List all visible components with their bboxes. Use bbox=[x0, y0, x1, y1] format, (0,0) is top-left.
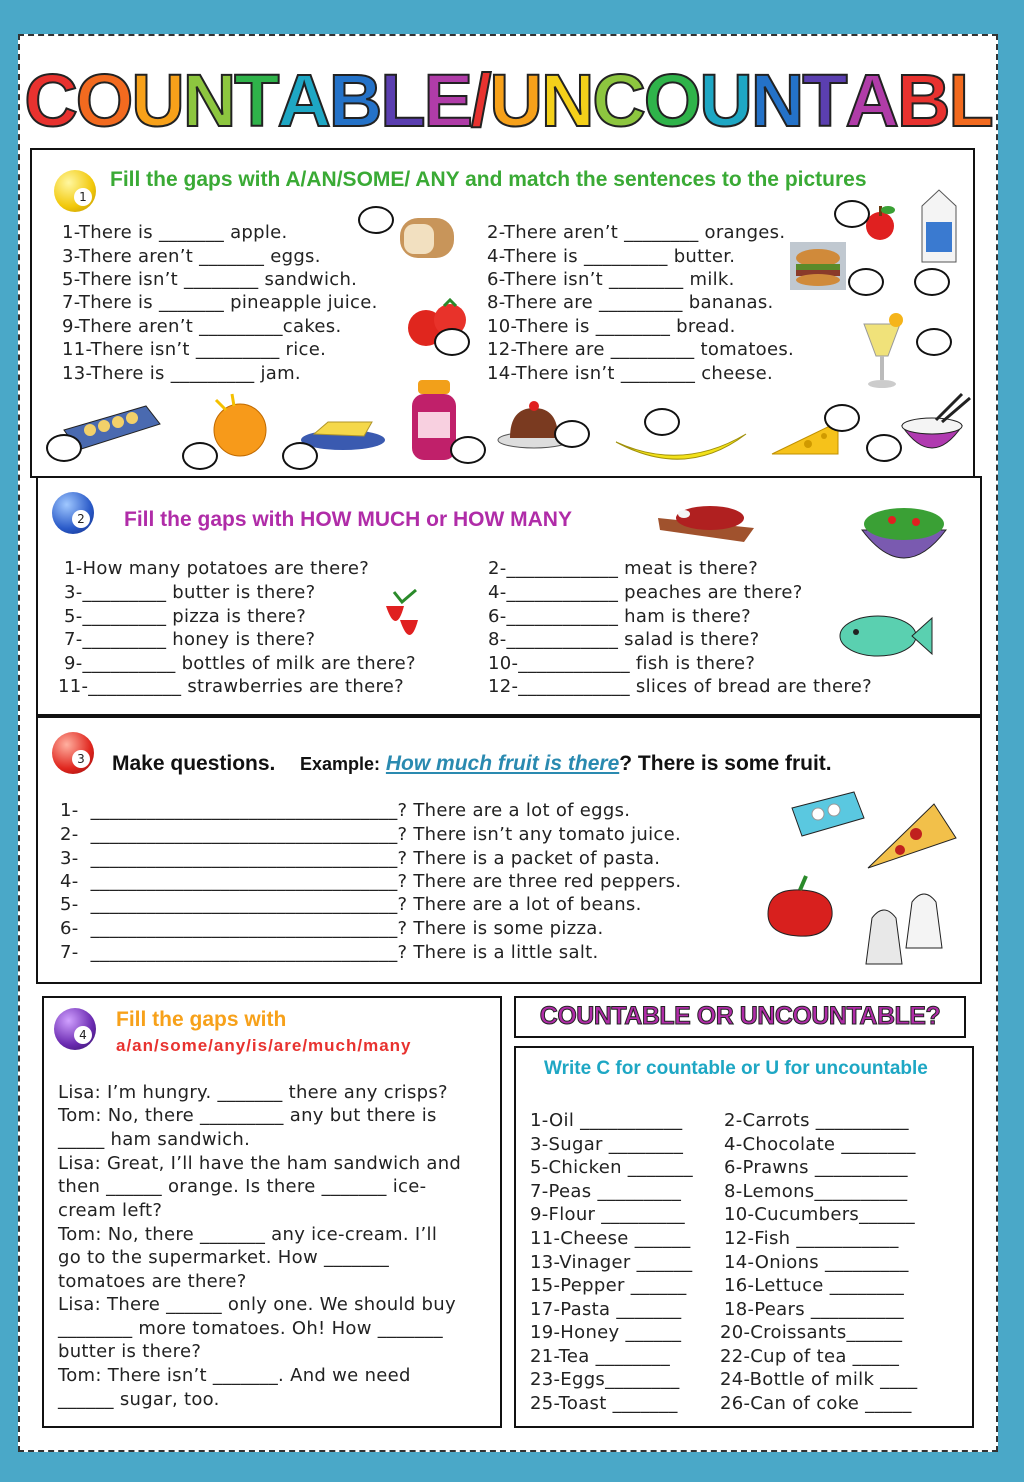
section-5-instruction: Write C for countable or U for uncountable bbox=[544, 1058, 928, 1079]
s3-line-4: 5- _________________________________? There are a lot of beans. bbox=[60, 894, 642, 915]
pepper-icon bbox=[760, 874, 836, 940]
salad-icon bbox=[856, 494, 952, 570]
s1-left-2: 5-There isn’t ________ sandwich. bbox=[62, 269, 358, 290]
title-letter: A bbox=[845, 59, 897, 142]
s1-right-6: 14-There isn’t ________ cheese. bbox=[487, 363, 773, 384]
s5-left-1: 3-Sugar ________ bbox=[530, 1134, 684, 1155]
s4-line-7: go to the supermarket. How _______ bbox=[58, 1247, 390, 1268]
s4-line-8: tomatoes are there? bbox=[58, 1271, 247, 1292]
title-letter: C bbox=[24, 59, 76, 142]
s3-line-1: 2- _________________________________? There isn’t any tomato juice. bbox=[60, 824, 681, 845]
title-letter: U bbox=[131, 59, 183, 142]
s5-left-2: 5-Chicken _______ bbox=[530, 1157, 693, 1178]
answer-circle[interactable] bbox=[282, 442, 318, 470]
ball-1-icon bbox=[54, 170, 96, 212]
answer-circle[interactable] bbox=[182, 442, 218, 470]
s5-left-3: 7-Peas _________ bbox=[530, 1181, 682, 1202]
s2-left-0: 1-How many potatoes are there? bbox=[64, 558, 370, 579]
s2-left-1: 3-_________ butter is there? bbox=[64, 582, 316, 603]
s4-line-2: _____ ham sandwich. bbox=[58, 1129, 251, 1150]
salt-icon bbox=[858, 888, 958, 970]
s5-left-9: 19-Honey ______ bbox=[530, 1322, 682, 1343]
worksheet bbox=[18, 34, 998, 1452]
section-2 bbox=[36, 476, 982, 716]
answer-circle[interactable] bbox=[358, 206, 394, 234]
s3-line-0: 1- _________________________________? There are a lot of eggs. bbox=[60, 800, 631, 821]
s2-left-5: 11-__________ strawberries are there? bbox=[58, 676, 404, 697]
s5-left-6: 13-Vinager ______ bbox=[530, 1252, 693, 1273]
section-5-title: COUNTABLE OR UNCOUNTABLE? bbox=[539, 1002, 941, 1030]
section-4-instruction: Fill the gaps with bbox=[116, 1008, 287, 1031]
s3-line-2: 3- _________________________________? There is a packet of pasta. bbox=[60, 848, 661, 869]
section-2-instruction: Fill the gaps with HOW MUCH or HOW MANY bbox=[124, 508, 572, 531]
s5-right-4: 10-Cucumbers______ bbox=[724, 1204, 915, 1225]
pineapple-juice-icon bbox=[858, 310, 906, 392]
title-letter: O bbox=[643, 59, 700, 142]
s3-line-3: 4- _________________________________? There are three red peppers. bbox=[60, 871, 682, 892]
ball-number: 4 bbox=[74, 1026, 92, 1044]
title-letter: / bbox=[470, 59, 490, 142]
s5-right-9: 20-Croissants______ bbox=[720, 1322, 903, 1343]
ball-4-icon bbox=[54, 1008, 96, 1050]
s5-left-12: 25-Toast _______ bbox=[530, 1393, 678, 1414]
section-3-instruction: Make questions. bbox=[112, 752, 276, 775]
rice-icon bbox=[892, 390, 972, 470]
s4-line-9: Lisa: There ______ only one. We should buy bbox=[58, 1294, 456, 1315]
s2-right-2: 6-____________ ham is there? bbox=[488, 606, 752, 627]
s5-right-6: 14-Onions _________ bbox=[724, 1252, 909, 1273]
answer-circle[interactable] bbox=[824, 404, 860, 432]
title-letter: N bbox=[540, 59, 593, 142]
s5-right-3: 8-Lemons__________ bbox=[724, 1181, 908, 1202]
title-letter: U bbox=[489, 59, 541, 142]
s4-line-4: then ______ orange. Is there _______ ice- bbox=[58, 1176, 427, 1197]
section-1 bbox=[30, 148, 975, 478]
s2-right-1: 4-____________ peaches are there? bbox=[488, 582, 803, 603]
s5-right-11: 24-Bottle of milk ____ bbox=[720, 1369, 918, 1390]
s5-left-5: 11-Cheese ______ bbox=[530, 1228, 691, 1249]
s5-right-12: 26-Can of coke _____ bbox=[720, 1393, 912, 1414]
s1-left-0: 1-There is _______ apple. bbox=[62, 222, 288, 243]
s5-right-10: 22-Cup of tea _____ bbox=[720, 1346, 900, 1367]
section-5 bbox=[514, 1046, 974, 1428]
answer-circle[interactable] bbox=[914, 268, 950, 296]
s5-right-5: 12-Fish ___________ bbox=[724, 1228, 899, 1249]
s5-left-10: 21-Tea ________ bbox=[530, 1346, 671, 1367]
s5-left-0: 1-Oil ___________ bbox=[530, 1110, 683, 1131]
answer-circle[interactable] bbox=[834, 200, 870, 228]
fish-icon bbox=[838, 606, 934, 664]
title-letter: N bbox=[182, 59, 235, 142]
meat-icon bbox=[654, 498, 764, 548]
answer-circle[interactable] bbox=[866, 434, 902, 462]
title-letter: A bbox=[277, 59, 329, 142]
sandwich-icon bbox=[790, 242, 846, 290]
title-letter: T bbox=[234, 59, 278, 142]
section-4 bbox=[42, 996, 502, 1428]
s3-line-5: 6- _________________________________? There is some pizza. bbox=[60, 918, 604, 939]
s5-left-11: 23-Eggs________ bbox=[530, 1369, 680, 1390]
title-letter: N bbox=[750, 59, 803, 142]
s4-line-11: butter is there? bbox=[58, 1341, 202, 1362]
s2-right-0: 2-____________ meat is there? bbox=[488, 558, 759, 579]
title-letter: B bbox=[896, 59, 949, 142]
s1-right-4: 10-There is ________ bread. bbox=[487, 316, 736, 337]
s5-right-0: 2-Carrots __________ bbox=[724, 1110, 909, 1131]
egg-box-icon bbox=[788, 788, 868, 840]
s1-right-0: 2-There aren’t ________ oranges. bbox=[487, 222, 786, 243]
ball-number: 1 bbox=[74, 188, 92, 206]
title-letter: U bbox=[699, 59, 751, 142]
title-letter: E bbox=[423, 59, 471, 142]
s1-left-3: 7-There is _______ pineapple juice. bbox=[62, 292, 378, 313]
s4-line-12: Tom: There isn’t _______. And we need bbox=[58, 1365, 411, 1386]
pizza-icon bbox=[864, 798, 960, 872]
section-3 bbox=[36, 716, 982, 984]
s5-left-8: 17-Pasta _______ bbox=[530, 1299, 682, 1320]
s1-left-4: 9-There aren’t _________cakes. bbox=[62, 316, 342, 337]
s4-line-6: Tom: No, there _______ any ice-cream. I’ll bbox=[58, 1224, 438, 1245]
example-question: How much fruit is there bbox=[385, 752, 620, 775]
answer-circle[interactable] bbox=[434, 328, 470, 356]
answer-circle[interactable] bbox=[644, 408, 680, 436]
s5-right-7: 16-Lettuce ________ bbox=[724, 1275, 905, 1296]
title-letter: L bbox=[948, 59, 992, 142]
s4-line-3: Lisa: Great, I’ll have the ham sandwich and bbox=[58, 1153, 462, 1174]
section-4-words: a/an/some/any/is/are/much/many bbox=[116, 1036, 412, 1055]
answer-circle[interactable] bbox=[46, 434, 82, 462]
s1-left-5: 11-There isn’t _________ rice. bbox=[62, 339, 327, 360]
title-letter: O bbox=[75, 59, 132, 142]
answer-circle[interactable] bbox=[554, 420, 590, 448]
s1-right-5: 12-There are _________ tomatoes. bbox=[487, 339, 795, 360]
s1-left-6: 13-There is _________ jam. bbox=[62, 363, 301, 384]
s2-right-4: 10-____________ fish is there? bbox=[488, 653, 756, 674]
s2-right-3: 8-____________ salad is there? bbox=[488, 629, 760, 650]
section-3-example bbox=[300, 752, 832, 776]
s3-line-6: 7- _________________________________? There is a little salt. bbox=[60, 942, 599, 963]
s4-line-1: Tom: No, there _________ any but there is bbox=[58, 1105, 437, 1126]
bananas-icon bbox=[612, 428, 752, 464]
answer-circle[interactable] bbox=[450, 436, 486, 464]
s5-left-7: 15-Pepper ______ bbox=[530, 1275, 687, 1296]
bread-icon bbox=[394, 206, 466, 266]
s4-line-13: ______ sugar, too. bbox=[58, 1389, 220, 1410]
s1-right-2: 6-There isn’t ________ milk. bbox=[487, 269, 735, 290]
answer-circle[interactable] bbox=[848, 268, 884, 296]
s5-left-4: 9-Flour _________ bbox=[530, 1204, 685, 1225]
s1-right-3: 8-There are _________ bananas. bbox=[487, 292, 774, 313]
milk-icon bbox=[916, 186, 962, 266]
section-5-header bbox=[514, 996, 966, 1038]
s5-right-2: 6-Prawns __________ bbox=[724, 1157, 908, 1178]
title-letter: C bbox=[592, 59, 644, 142]
ball-number: 2 bbox=[72, 510, 90, 528]
ball-number: 3 bbox=[72, 750, 90, 768]
s2-right-5: 12-____________ slices of bread are there? bbox=[488, 676, 872, 697]
s1-left-1: 3-There aren’t _______ eggs. bbox=[62, 246, 321, 267]
s5-right-8: 18-Pears __________ bbox=[724, 1299, 904, 1320]
strawberries-icon bbox=[374, 584, 434, 644]
s2-left-3: 7-_________ honey is there? bbox=[64, 629, 316, 650]
s2-left-4: 9-__________ bottles of milk are there? bbox=[64, 653, 416, 674]
s4-line-0: Lisa: I’m hungry. _______ there any crisps? bbox=[58, 1082, 448, 1103]
title-letter: L bbox=[380, 59, 424, 142]
example-label: Example: bbox=[300, 754, 381, 774]
s4-line-10: ________ more tomatoes. Oh! How _______ bbox=[58, 1318, 443, 1339]
title-letter: T bbox=[802, 59, 846, 142]
s1-right-1: 4-There is _________ butter. bbox=[487, 246, 736, 267]
ball-3-icon bbox=[52, 732, 94, 774]
example-answer: ? There is some fruit. bbox=[619, 752, 832, 775]
answer-circle[interactable] bbox=[916, 328, 952, 356]
title-letter: B bbox=[328, 59, 381, 142]
s4-line-5: cream left? bbox=[58, 1200, 163, 1221]
s2-left-2: 5-_________ pizza is there? bbox=[64, 606, 307, 627]
s5-right-1: 4-Chocolate ________ bbox=[724, 1134, 916, 1155]
section-1-instruction: Fill the gaps with A/AN/SOME/ ANY and match the sentences to the pictures bbox=[110, 168, 867, 191]
ball-2-icon bbox=[52, 492, 94, 534]
